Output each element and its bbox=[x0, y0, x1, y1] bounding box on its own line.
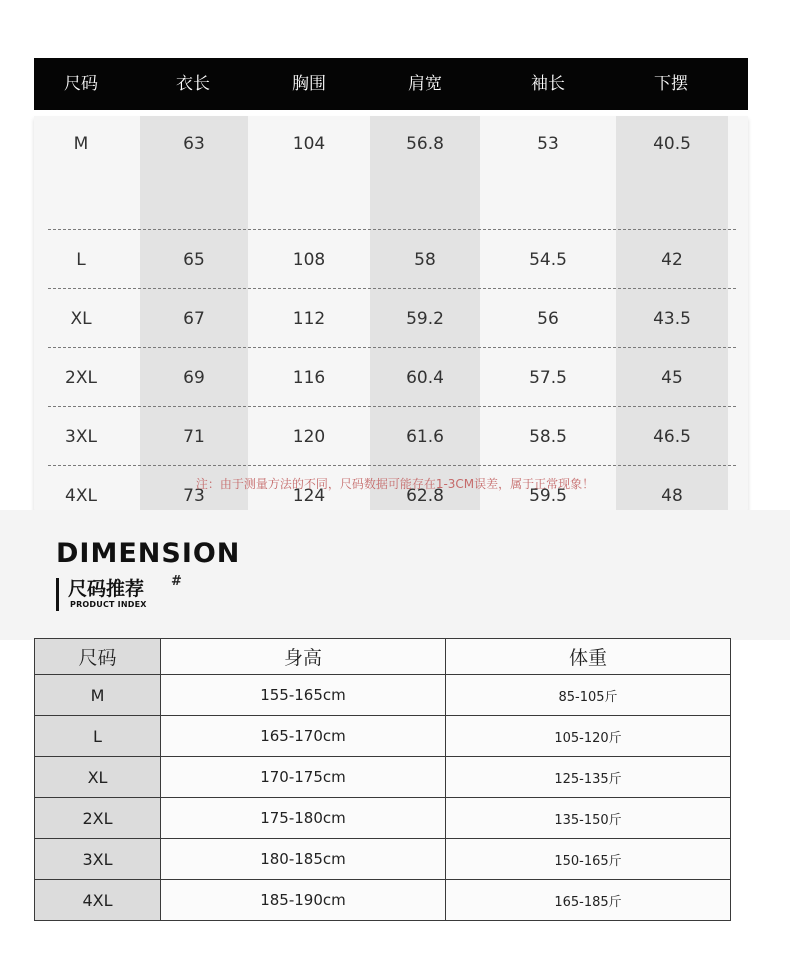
header-height: 身高 bbox=[161, 639, 446, 675]
dimension-subtitle: 尺码推荐 bbox=[68, 578, 145, 600]
cell-chest: 124 bbox=[292, 486, 326, 506]
cell-weight: 125-135斤 bbox=[446, 757, 731, 798]
dimension-title: DIMENSION bbox=[56, 538, 241, 569]
cell-chest: 116 bbox=[292, 368, 326, 388]
cell-sleeve: 58.5 bbox=[529, 427, 567, 447]
cell-hem: 40.5 bbox=[653, 134, 691, 154]
cell-size: XL bbox=[70, 309, 92, 329]
size-table-header bbox=[34, 58, 748, 110]
cell-height: 165-170cm bbox=[161, 716, 446, 757]
row-divider bbox=[48, 406, 736, 407]
row-divider bbox=[48, 229, 736, 230]
header-sleeve: 袖长 bbox=[531, 74, 565, 94]
cell-sleeve: 59.5 bbox=[529, 486, 567, 506]
header-weight: 体重 bbox=[446, 639, 731, 675]
cell-height: 155-165cm bbox=[161, 675, 446, 716]
cell-hem: 46.5 bbox=[653, 427, 691, 447]
cell-size: 2XL bbox=[65, 368, 97, 388]
table-row bbox=[35, 798, 731, 839]
table-row bbox=[34, 409, 748, 468]
cell-height: 180-185cm bbox=[161, 839, 446, 880]
cell-weight: 150-165斤 bbox=[446, 839, 731, 880]
cell-sleeve: 54.5 bbox=[529, 250, 567, 270]
cell-hem: 43.5 bbox=[653, 309, 691, 329]
cell-size: L bbox=[76, 250, 86, 270]
cell-hem: 42 bbox=[661, 250, 683, 270]
size-table-body bbox=[34, 116, 748, 518]
table-row bbox=[35, 675, 731, 716]
table-row bbox=[34, 232, 748, 291]
cell-weight: 105-120斤 bbox=[446, 716, 731, 757]
cell-chest: 108 bbox=[292, 250, 326, 270]
header-chest: 胸围 bbox=[292, 74, 326, 94]
header-size: 尺码 bbox=[64, 74, 98, 94]
cell-shoulder: 61.6 bbox=[406, 427, 444, 447]
cell-shoulder: 60.4 bbox=[406, 368, 444, 388]
header-shoulder: 肩宽 bbox=[408, 74, 442, 94]
cell-shoulder: 59.2 bbox=[406, 309, 444, 329]
cell-size: 3XL bbox=[65, 427, 97, 447]
size-table bbox=[34, 58, 748, 518]
cell-height: 170-175cm bbox=[161, 757, 446, 798]
row-divider bbox=[48, 465, 736, 466]
cell-shoulder: 58 bbox=[414, 250, 436, 270]
cell-weight: 165-185斤 bbox=[446, 880, 731, 921]
cell-size: 3XL bbox=[35, 839, 161, 880]
hash-mark: # bbox=[171, 574, 182, 589]
cell-hem: 45 bbox=[661, 368, 683, 388]
product-index-label: PRODUCT INDEX bbox=[70, 600, 147, 609]
cell-sleeve: 53 bbox=[537, 134, 559, 154]
header-length: 衣长 bbox=[176, 74, 210, 94]
header-hem: 下摆 bbox=[654, 74, 688, 94]
measurement-note: 注：由于测量方法的不同，尺码数据可能存在1-3CM误差，属于正常现象！ bbox=[195, 477, 595, 491]
header-size: 尺码 bbox=[35, 639, 161, 675]
row-divider bbox=[48, 288, 736, 289]
cell-shoulder: 62.8 bbox=[406, 486, 444, 506]
table-row bbox=[34, 291, 748, 350]
cell-height: 175-180cm bbox=[161, 798, 446, 839]
table-row bbox=[34, 350, 748, 409]
cell-height: 185-190cm bbox=[161, 880, 446, 921]
cell-length: 71 bbox=[183, 427, 205, 447]
cell-chest: 104 bbox=[292, 134, 326, 154]
table-row bbox=[35, 880, 731, 921]
table-header-row bbox=[35, 639, 731, 675]
cell-length: 67 bbox=[183, 309, 205, 329]
cell-size: M bbox=[73, 134, 89, 154]
table-row bbox=[35, 757, 731, 798]
cell-weight: 85-105斤 bbox=[446, 675, 731, 716]
recommendation-table bbox=[34, 638, 731, 921]
cell-chest: 112 bbox=[292, 309, 326, 329]
table-row bbox=[35, 716, 731, 757]
cell-size: 2XL bbox=[35, 798, 161, 839]
cell-size: L bbox=[35, 716, 161, 757]
cell-size: 4XL bbox=[35, 880, 161, 921]
cell-hem: 48 bbox=[661, 486, 683, 506]
cell-weight: 135-150斤 bbox=[446, 798, 731, 839]
cell-sleeve: 56 bbox=[537, 309, 559, 329]
cell-size: XL bbox=[35, 757, 161, 798]
row-divider bbox=[48, 347, 736, 348]
cell-shoulder: 56.8 bbox=[406, 134, 444, 154]
cell-sleeve: 57.5 bbox=[529, 368, 567, 388]
cell-length: 63 bbox=[183, 134, 205, 154]
cell-size: 4XL bbox=[65, 486, 97, 506]
cell-size: M bbox=[35, 675, 161, 716]
table-row bbox=[34, 116, 748, 175]
cell-chest: 120 bbox=[292, 427, 326, 447]
cell-length: 73 bbox=[183, 486, 205, 506]
table-row bbox=[35, 839, 731, 880]
title-accent-bar bbox=[56, 578, 59, 611]
cell-length: 69 bbox=[183, 368, 205, 388]
cell-length: 65 bbox=[183, 250, 205, 270]
